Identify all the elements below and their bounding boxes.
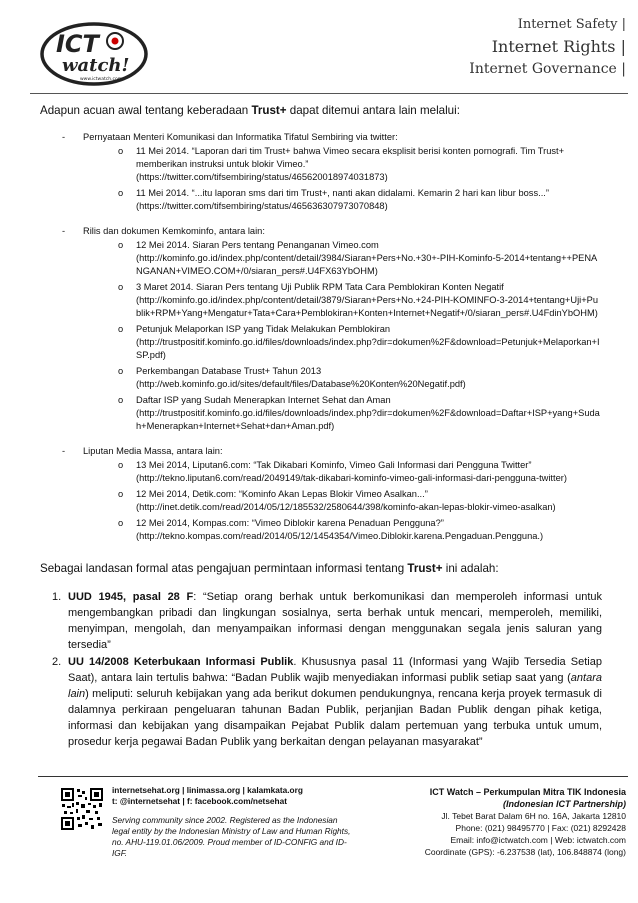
source-link[interactable]: (http://web.kominfo.go.id/sites/default/files/Database%20Konten%20Negatif.pdf) bbox=[136, 379, 466, 389]
qr-code-icon bbox=[60, 787, 104, 831]
footer-org-subtitle: (Indonesian ICT Partnership) bbox=[502, 799, 626, 809]
footer-email[interactable]: Email: info@ictwatch.com | Web: ictwatch.com bbox=[450, 835, 626, 845]
section-label: Pernyataan Menteri Komunikasi dan Informatika Tifatul Sembiring via twitter: bbox=[83, 132, 398, 142]
footer-left bbox=[112, 785, 352, 859]
list-item: o Petunjuk Melaporkan ISP yang Tidak Melakukan Pemblokiran (http://trustpositif.kominfo.go.id/files/downloads/index.php?dir=dokumen%2F&download=Petunjuk+Melaporkan+ISP.pdf) bbox=[118, 323, 602, 362]
header-tagline bbox=[469, 14, 626, 80]
list-item: o 11 Mei 2014. “...itu laporan sms dari tim Trust+, nanti akan didalami. Kemarin 2 hari kan libur boss...” (https://twitter.com/tifsembiring/status/465636307973070848) bbox=[118, 187, 602, 213]
law-item-uud1945: 1. UUD 1945, pasal 28 F: “Setiap orang berhak untuk berkomunikasi dan memperoleh informasi untuk mengembangkan pribadi dan lingkungan sosialnya, serta berhak untuk mencari, memperoleh, memiliki, menyimpan, mengolah, dan menyampaikan informasi dengan menggunakan segala jenis saluran yang tersedia” bbox=[52, 591, 602, 651]
reference-list bbox=[40, 131, 602, 543]
header-divider bbox=[30, 93, 628, 94]
source-link[interactable]: (http://inet.detik.com/read/2014/05/12/185532/2580644/398/kominfo-akan-lepas-blokir-vimeo-asalkan) bbox=[136, 502, 556, 512]
source-link[interactable]: (http://tekno.kompas.com/read/2014/05/12/1454354/Vimeo.Diblokir.karena.Pengaduan.Pengguna.) bbox=[136, 531, 544, 541]
section-label: Rilis dan dokumen Kemkominfo, antara lain: bbox=[83, 226, 265, 236]
document-body bbox=[40, 103, 602, 751]
footer-websites[interactable]: internetsehat.org | linimassa.org | kalamkata.org bbox=[112, 785, 303, 795]
tagline-internet-rights: Internet Rights | bbox=[491, 37, 626, 56]
law-item-uu14-2008: 2. UU 14/2008 Keterbukaan Informasi Publik. Khususnya pasal 11 (Informasi yang Wajib Tersedia Setiap Saat), antara lain tertulis bahwa: “Badan Publik wajib menyediakan informasi publik setiap saat yang (antara lain) meliputi: seluruh kebijakan yang ada berikut dokumen pendukungnya, rencana kerja proyek termasuk di dalamnya perkiraan pengeluaran tahunan Badan Publik, perjanjian Badan Publik dengan pihak ketiga, informasi dan kebijakan yang disampaikan Pejabat Publik dalam pertemuan yang terbuka untuk umum, prosedur kerja pegawai Badan Publik yang berkaitan dengan pelayanan masyarakat” bbox=[52, 656, 602, 748]
list-item: o 12 Mei 2014, Kompas.com: “Vimeo Diblokir karena Penaduan Pengguna?” (http://tekno.kompas.com/read/2014/05/12/1454354/Vimeo.Diblokir.karena.Pengaduan.Pengguna.) bbox=[118, 517, 602, 543]
reference-section-media bbox=[40, 445, 602, 543]
list-item: o 3 Maret 2014. Siaran Pers tentang Uji Publik RPM Tata Cara Pemblokiran Konten Negatif (http://kominfo.go.id/index.php/content/detail/3879/Siaran+Pers+No.+24-PIH-KOMINFO-3-2014+tentang+Uji+Publik+RPM+Yang+Mengatur+Tata+Cara+Pemblokiran+Konten+Internet+Negatif+/0/siaran_pers#.U4FdinYbOHM) bbox=[118, 281, 602, 320]
list-item: o 12 Mei 2014, Detik.com: “Kominfo Akan Lepas Blokir Vimeo Asalkan...” (http://inet.detik.com/read/2014/05/12/185532/2580644/398/kominfo-akan-lepas-blokir-vimeo-asalkan) bbox=[118, 488, 602, 514]
list-item: o Daftar ISP yang Sudah Menerapkan Internet Sehat dan Aman (http://trustpositif.kominfo.go.id/files/downloads/index.php?dir=dokumen%2F&download=Daftar+ISP+yang+Sudah+Menerapkan+Internet+Sehat+dan+Aman.pdf) bbox=[118, 394, 602, 433]
ictwatch-logo bbox=[40, 14, 148, 94]
source-link[interactable]: (http://trustpositif.kominfo.go.id/files/downloads/index.php?dir=dokumen%2F&download=Daftar+ISP+yang+Sudah+Menerapkan+Internet+Sehat+dan+Aman.pdf) bbox=[136, 408, 600, 431]
reference-section-twitter bbox=[40, 131, 602, 213]
legal-basis-list bbox=[40, 589, 602, 750]
footer-registration: Serving community since 2002. Registered as the Indonesian legal entity by the Indonesian Ministry of Law and Human Rights, no. AHU-119.01.06/2009. Proud member of ID-CONFIG and ID-IGF. bbox=[112, 815, 351, 858]
footer-social[interactable]: t: @internetsehat | f: facebook.com/netsehat bbox=[112, 796, 287, 806]
reference-section-kemkominfo bbox=[40, 225, 602, 433]
source-link[interactable]: (https://twitter.com/tifsembiring/status/465636307973070848) bbox=[136, 201, 388, 211]
list-item: o 12 Mei 2014. Siaran Pers tentang Penanganan Vimeo.com (http://kominfo.go.id/index.php/content/detail/3984/Siaran+Pers+No.+30+-PIH-Kominfo-5-2014+tentang++PENANGANAN+VIMEO.COM+/0/siaran_pers#.U4FX63YbOHM) bbox=[118, 239, 602, 278]
section-label: Liputan Media Massa, antara lain: bbox=[83, 446, 223, 456]
svg-text:watch!: watch! bbox=[62, 55, 130, 76]
footer-divider bbox=[38, 776, 628, 777]
footer-phone: Phone: (021) 98495770 | Fax: (021) 8292428 bbox=[455, 823, 626, 833]
footer-org-name: ICT Watch – Perkumpulan Mitra TIK Indonesia bbox=[429, 787, 626, 797]
source-link[interactable]: (http://kominfo.go.id/index.php/content/detail/3984/Siaran+Pers+No.+30+-PIH-Kominfo-5-2014+tentang++PENANGANAN+VIMEO.COM+/0/siaran_pers#.U4FX63YbOHM) bbox=[136, 253, 598, 276]
footer-right bbox=[356, 786, 626, 858]
tagline-internet-governance: Internet Governance | bbox=[469, 61, 626, 77]
list-item: o 11 Mei 2014. “Laporan dari tim Trust+ bahwa Vimeo secara eksplisit berisi konten pornografi. Tim Trust+ memberikan instruksi untuk blokir Vimeo.” (https://twitter.com/tifsembiring/status/465620018974031873) bbox=[118, 145, 602, 184]
footer-coordinate: Coordinate (GPS): -6.237538 (lat), 106.848874 (long) bbox=[424, 847, 626, 857]
tagline-internet-safety: Internet Safety | bbox=[517, 17, 626, 32]
logo-url: www.ictwatch.com bbox=[80, 77, 123, 82]
list-item: o 13 Mei 2014, Liputan6.com: “Tak Dikabari Kominfo, Vimeo Gali Informasi dari Pengguna Twitter” (http://tekno.liputan6.com/read/2049149/tak-dikabari-kominfo-vimeo-gali-informasi-dari-pengguna-twitter) bbox=[118, 459, 602, 485]
source-link[interactable]: (http://tekno.liputan6.com/read/2049149/tak-dikabari-kominfo-vimeo-gali-informasi-dari-pengguna-twitter) bbox=[136, 473, 567, 483]
list-item: o Perkembangan Database Trust+ Tahun 2013 (http://web.kominfo.go.id/sites/default/files/Database%20Konten%20Negatif.pdf) bbox=[118, 365, 602, 391]
source-link[interactable]: (https://twitter.com/tifsembiring/status/465620018974031873) bbox=[136, 172, 388, 182]
logo-text: ICT bbox=[56, 30, 99, 58]
intro-paragraph: Adapun acuan awal tentang keberadaan Trust+ dapat ditemui antara lain melalui: bbox=[40, 104, 460, 117]
source-link[interactable]: (http://kominfo.go.id/index.php/content/detail/3879/Siaran+Pers+No.+24-PIH-KOMINFO-3-2014+tentang+Uji+Publik+RPM+Yang+Mengatur+Tata+Cara+Pemblokiran+Konten+Internet+Negatif+/0/siaran_pers#.U4FdinYbOHM) bbox=[136, 295, 599, 318]
footer-address: Jl. Tebet Barat Dalam 6H no. 16A, Jakarta 12810 bbox=[441, 811, 626, 821]
legal-basis-paragraph: Sebagai landasan formal atas pengajuan permintaan informasi tentang Trust+ ini adalah: bbox=[40, 562, 499, 575]
source-link[interactable]: (http://trustpositif.kominfo.go.id/files/downloads/index.php?dir=dokumen%2F&download=Petunjuk+Melaporkan+ISP.pdf) bbox=[136, 337, 600, 360]
